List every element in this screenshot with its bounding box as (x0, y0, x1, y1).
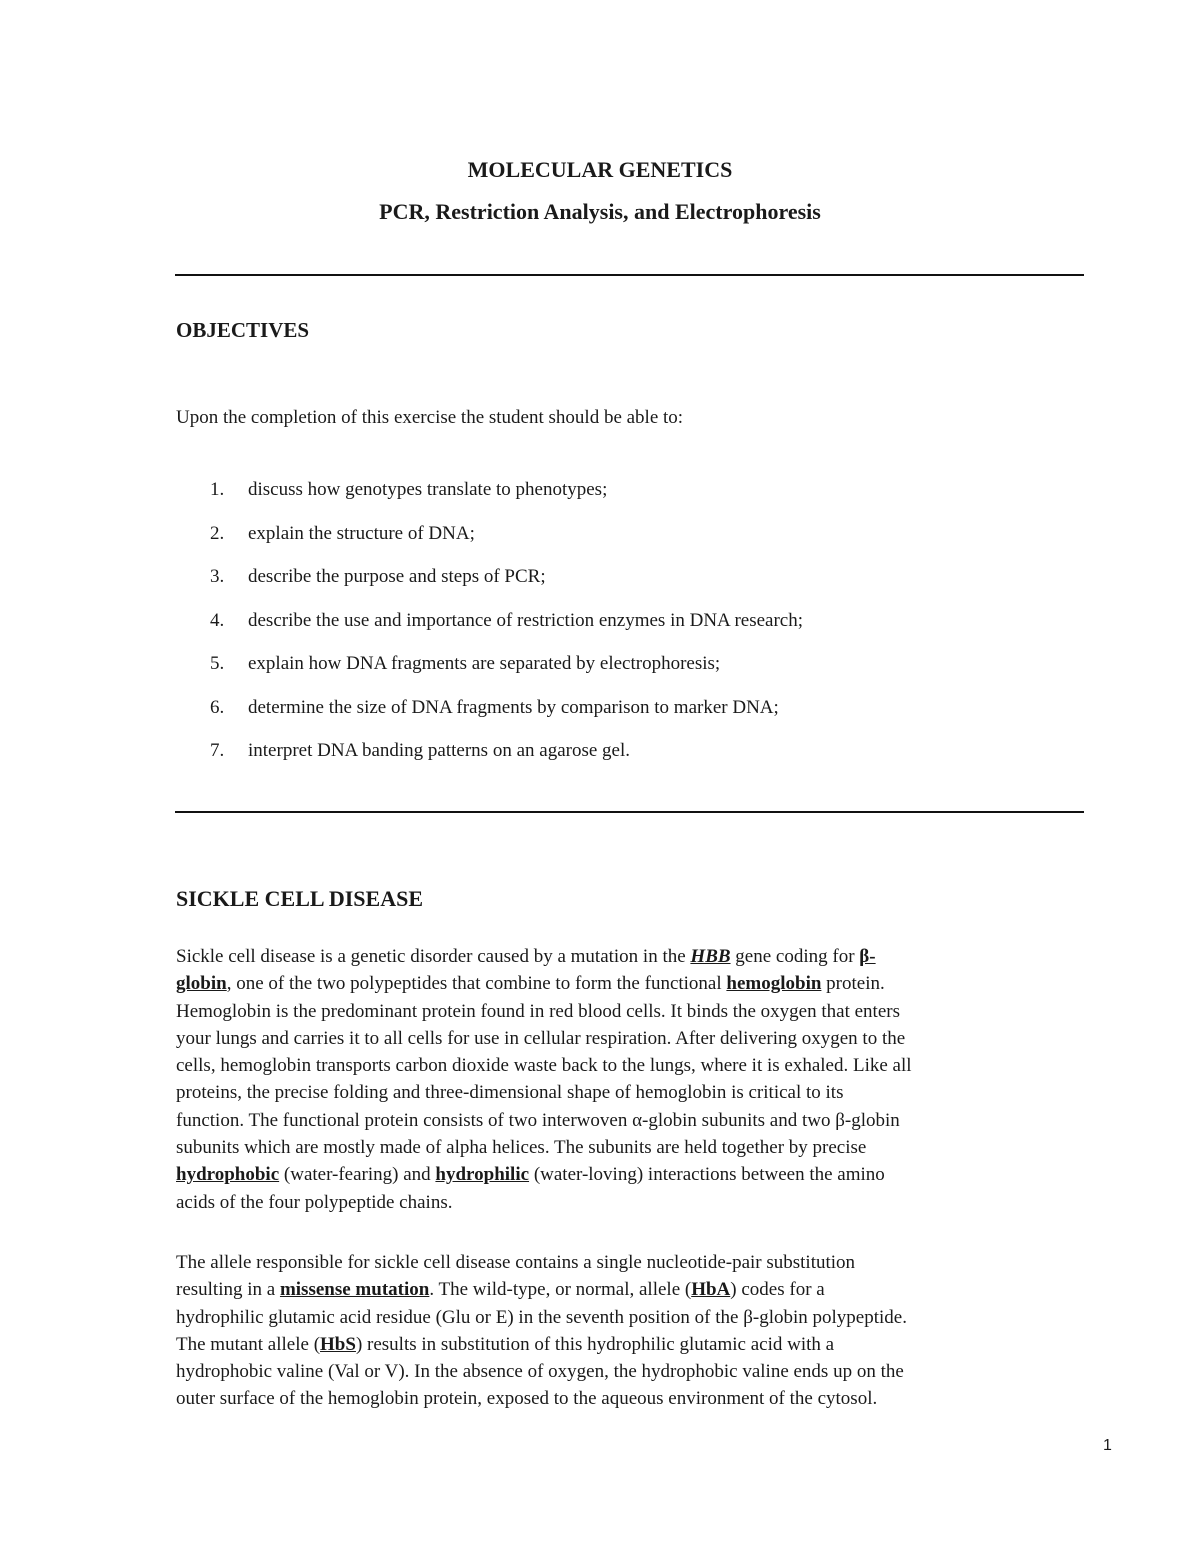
objective-number: 4. (210, 609, 225, 631)
text-line: your lungs and carries it to all cells for use in cellular respiration. After delivering oxygen to the (176, 1027, 906, 1049)
objectives-list (176, 476, 803, 781)
page-number: 1 (1103, 1437, 1112, 1454)
objective-text: explain how DNA fragments are separated by electrophoresis; (248, 653, 721, 674)
objective-number: 5. (210, 653, 225, 674)
objective-number: 7. (210, 740, 225, 761)
objective-number: 1. (210, 479, 225, 500)
objectives-heading: OBJECTIVES (176, 318, 310, 342)
text-line: Hemoglobin is the predominant protein found in red blood cells. It binds the oxygen that enters (176, 1000, 900, 1022)
objective-text: interpret DNA banding patterns on an agarose gel. (248, 740, 630, 761)
objective-text: describe the purpose and steps of PCR; (248, 566, 546, 587)
term-hydrophilic: hydrophilic (435, 1164, 530, 1186)
text-line: hydrophilic glutamic acid residue (Glu or E) in the seventh position of the β-globin polypeptide. (176, 1306, 907, 1328)
objective-text: discuss how genotypes translate to phenotypes; (248, 479, 608, 500)
text-line: cells, hemoglobin transports carbon dioxide waste back to the lungs, where it is exhaled. Like all (176, 1055, 912, 1077)
text-run: ) results in substitution of this hydrophilic glutamic acid with a (355, 1333, 835, 1355)
text-run: The mutant allele ( (176, 1333, 321, 1355)
text-run: gene coding for (730, 946, 860, 967)
objective-text: describe the use and importance of restriction enzymes in DNA research; (248, 609, 804, 631)
text-line: hydrophobic valine (Val or V). In the absence of oxygen, the hydrophobic valine ends up on the (176, 1361, 904, 1383)
text-run: (water-loving) interactions between the amino (529, 1164, 885, 1186)
objective-item (176, 607, 803, 651)
text-run: , one of the two polypeptides that combine to form the functional (226, 973, 727, 995)
objective-number: 2. (210, 522, 225, 544)
term-hbs: HbS (320, 1333, 356, 1355)
text-line: subunits which are mostly made of alpha helices. The subunits are held together by precise (176, 1137, 867, 1159)
paragraph-1 (176, 943, 1096, 1216)
section-heading: SICKLE CELL DISEASE (176, 886, 423, 911)
objectives-lead: Upon the completion of this exercise the student should be able to: (176, 407, 684, 428)
objective-item (176, 694, 803, 738)
objective-item (176, 563, 803, 607)
objective-text: explain the structure of DNA; (248, 522, 475, 544)
paragraph-2 (176, 1249, 1096, 1413)
term-missense-mutation: missense mutation (279, 1279, 430, 1301)
objective-item (176, 650, 803, 694)
divider-top (175, 274, 1084, 276)
text-run: protein. (821, 973, 885, 995)
text-run: (water-fearing) and (279, 1164, 436, 1186)
text-line: The allele responsible for sickle cell disease contains a single nucleotide-pair substitution (176, 1252, 856, 1273)
term-globin: globin (176, 973, 227, 995)
objective-item (176, 520, 803, 564)
text-line: proteins, the precise folding and three-dimensional shape of hemoglobin is critical to its (176, 1082, 844, 1104)
text-run: ) codes for a (730, 1279, 825, 1301)
objective-number: 6. (210, 696, 225, 718)
term-beta: β- (859, 946, 876, 967)
divider-bottom (175, 811, 1084, 813)
text-line: function. The functional protein consists of two interwoven α-globin subunits and two β-globin (176, 1109, 900, 1131)
text-run: resulting in a (176, 1279, 280, 1301)
term-hydrophobic: hydrophobic (176, 1164, 280, 1186)
term-hba: HbA (691, 1279, 731, 1301)
text-run: Sickle cell disease is a genetic disorder caused by a mutation in the (176, 946, 691, 967)
objective-item (176, 476, 803, 520)
gene-term-hbb: HBB (690, 946, 731, 967)
text-line: outer surface of the hemoglobin protein, exposed to the aqueous environment of the cytosol. (176, 1388, 878, 1410)
page-subtitle: PCR, Restriction Analysis, and Electrophoresis (379, 199, 821, 224)
text-run: . The wild-type, or normal, allele ( (429, 1279, 692, 1301)
objective-number: 3. (210, 566, 225, 587)
page-title: MOLECULAR GENETICS (467, 157, 733, 182)
term-hemoglobin: hemoglobin (726, 973, 822, 995)
objective-text: determine the size of DNA fragments by comparison to marker DNA; (248, 696, 779, 718)
objective-item (176, 737, 803, 781)
text-line: acids of the four polypeptide chains. (176, 1191, 453, 1213)
